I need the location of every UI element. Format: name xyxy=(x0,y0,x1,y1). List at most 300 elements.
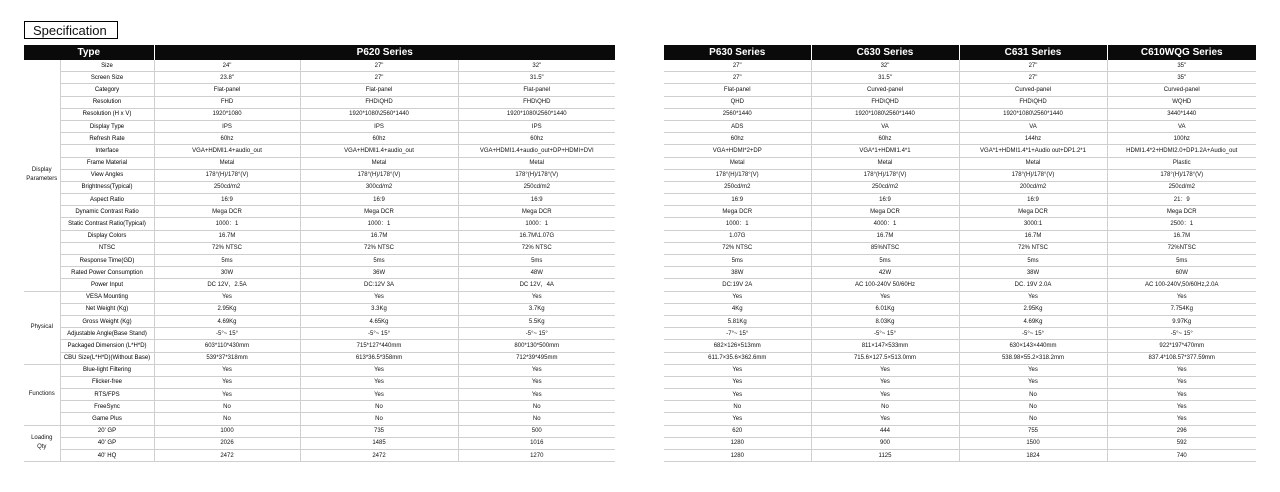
spec-cell: VGA*1+HDMI1.4*1+Audio out+DP1.2*1 xyxy=(959,145,1107,157)
spec-cell: 27" xyxy=(300,72,458,84)
spec-cell: Yes xyxy=(458,364,615,376)
spec-cell: Yes xyxy=(664,389,811,401)
spec-cell: Yes xyxy=(300,364,458,376)
param-label: VESA Mounting xyxy=(60,291,154,303)
spec-cell: 144hz xyxy=(959,133,1107,145)
spec-cell: 538.98×55.2×318.2mm xyxy=(959,352,1107,364)
spec-cell: 178°(H)/178°(V) xyxy=(664,169,811,181)
spec-cell: 16:9 xyxy=(664,194,811,206)
spec-cell: 38W xyxy=(959,267,1107,279)
header-c631-series: C631 Series xyxy=(959,45,1107,60)
spec-cell: 603*110*430mm xyxy=(154,340,300,352)
param-label: Packaged Dimension (L*H*D) xyxy=(60,340,154,352)
spec-cell: 24" xyxy=(154,60,300,72)
header-p630-series: P630 Series xyxy=(664,45,811,60)
spec-cell: VGA+HDMI1.4+audio_out+DP+HDMI+DVI xyxy=(458,145,615,157)
spec-cell: 60hz xyxy=(300,133,458,145)
param-label: Game Plus xyxy=(60,413,154,425)
spec-cell: Yes xyxy=(664,413,811,425)
param-label: FreeSync xyxy=(60,401,154,413)
table-row xyxy=(24,450,615,462)
spec-cell: Mega DCR xyxy=(458,206,615,218)
table-row xyxy=(664,72,1256,84)
spec-cell: VGA+HDMI*2+DP xyxy=(664,145,811,157)
table-row xyxy=(24,145,615,157)
spec-cell: -5°~ 15° xyxy=(154,328,300,340)
spec-cell: No xyxy=(458,413,615,425)
spec-cell: Yes xyxy=(811,389,959,401)
table-row xyxy=(664,401,1256,413)
param-label: Net Weight (Kg) xyxy=(60,303,154,315)
spec-cell: 9.97Kg xyxy=(1107,315,1256,327)
param-label: Static Contrast Ratio(Typical) xyxy=(60,218,154,230)
spec-cell: 1000：1 xyxy=(300,218,458,230)
table-row xyxy=(664,279,1256,291)
param-label: Frame Material xyxy=(60,157,154,169)
spec-cell: Mega DCR xyxy=(811,206,959,218)
param-label: Display Colors xyxy=(60,230,154,242)
spec-table-right xyxy=(664,45,1256,462)
spec-cell: 5ms xyxy=(959,255,1107,267)
spec-cell: FHD\QHD xyxy=(811,96,959,108)
param-label: Screen Size xyxy=(60,72,154,84)
table-row xyxy=(664,303,1256,315)
spec-cell: DC. 19V 2.0A xyxy=(959,279,1107,291)
spec-cell: Yes xyxy=(1107,413,1256,425)
spec-cell: 250cd/m2 xyxy=(664,181,811,193)
spec-cell: Yes xyxy=(811,291,959,303)
param-label: RTS/FPS xyxy=(60,389,154,401)
spec-cell: 60hz xyxy=(664,133,811,145)
spec-cell: 1920*1080\2560*1440 xyxy=(959,108,1107,120)
spec-cell: 837.4*108.57*377.59mm xyxy=(1107,352,1256,364)
spec-cell: Yes xyxy=(300,376,458,388)
spec-cell: 85%NTSC xyxy=(811,242,959,254)
spec-cell: 755 xyxy=(959,425,1107,437)
spec-cell: 539*37*318mm xyxy=(154,352,300,364)
param-label: CBU Size(L*H*D)(Without Base) xyxy=(60,352,154,364)
spec-cell: 500 xyxy=(458,425,615,437)
spec-cell: AC 100-240V 50/60Hz xyxy=(811,279,959,291)
spec-cell: 16:9 xyxy=(154,194,300,206)
spec-cell: 35" xyxy=(1107,72,1256,84)
spec-cell: 1280 xyxy=(664,437,811,449)
spec-cell: 2560*1440 xyxy=(664,108,811,120)
table-row xyxy=(664,157,1256,169)
spec-cell: 4000：1 xyxy=(811,218,959,230)
spec-cell: Mega DCR xyxy=(154,206,300,218)
spec-cell: Plastic xyxy=(1107,157,1256,169)
spec-cell: 1000 xyxy=(154,425,300,437)
spec-cell: 16.7M xyxy=(300,230,458,242)
spec-cell: 72% NTSC xyxy=(300,242,458,254)
header-p620-series: P620 Series xyxy=(154,45,615,60)
spec-cell: 60hz xyxy=(458,133,615,145)
table-row xyxy=(24,389,615,401)
spec-cell: 5ms xyxy=(154,255,300,267)
spec-cell: DC 12V，4A xyxy=(458,279,615,291)
spec-cell: 1280 xyxy=(664,450,811,462)
spec-cell: 2026 xyxy=(154,437,300,449)
param-label: Interface xyxy=(60,145,154,157)
spec-cell: FHD\QHD xyxy=(458,96,615,108)
spec-cell: 27" xyxy=(959,72,1107,84)
table-row xyxy=(664,437,1256,449)
table-row xyxy=(24,120,615,132)
spec-cell: VA xyxy=(959,120,1107,132)
spec-cell: -5°~ 15° xyxy=(811,328,959,340)
table-row xyxy=(24,218,615,230)
spec-cell: VA xyxy=(811,120,959,132)
spec-cell: 200cd/m2 xyxy=(959,181,1107,193)
group-label: Loading Qty xyxy=(24,425,60,462)
page-title: Specification xyxy=(24,21,118,39)
table-row xyxy=(24,291,615,303)
spec-cell: 21：9 xyxy=(1107,194,1256,206)
spec-cell: 715.6×127.5×513.0mm xyxy=(811,352,959,364)
table-row xyxy=(24,328,615,340)
spec-cell: HDMI1.4*2+HDMI2.0+DP1.2A+Audio_out xyxy=(1107,145,1256,157)
spec-cell: 16.7M\1.07G xyxy=(458,230,615,242)
spec-cell: No xyxy=(154,413,300,425)
spec-cell: VGA+HDMI1.4+audio_out xyxy=(300,145,458,157)
spec-cell: 3.7Kg xyxy=(458,303,615,315)
spec-cell: 5.5Kg xyxy=(458,315,615,327)
spec-cell: 613*36.5*358mm xyxy=(300,352,458,364)
table-row xyxy=(664,450,1256,462)
table-row xyxy=(24,425,615,437)
spec-cell: Curved-panel xyxy=(1107,84,1256,96)
table-row xyxy=(664,230,1256,242)
spec-cell: Flat-panel xyxy=(300,84,458,96)
spec-cell: 6.01Kg xyxy=(811,303,959,315)
spec-cell: 3000:1 xyxy=(959,218,1107,230)
spec-cell: No xyxy=(959,401,1107,413)
spec-cell: ADS xyxy=(664,120,811,132)
table-row xyxy=(664,145,1256,157)
param-label: Refresh Rate xyxy=(60,133,154,145)
spec-cell: Mega DCR xyxy=(1107,206,1256,218)
spec-cell: No xyxy=(811,401,959,413)
table-row xyxy=(664,267,1256,279)
spec-cell: 5ms xyxy=(811,255,959,267)
table-row xyxy=(24,72,615,84)
table-row xyxy=(24,364,615,376)
spec-cell: 1920*1080 xyxy=(154,108,300,120)
spec-cell: 682×126×513mm xyxy=(664,340,811,352)
table-row xyxy=(24,267,615,279)
table-row xyxy=(664,364,1256,376)
table-row xyxy=(24,84,615,96)
spec-cell: -5°~ 15° xyxy=(458,328,615,340)
spec-cell: 5ms xyxy=(1107,255,1256,267)
spec-cell: 5ms xyxy=(458,255,615,267)
spec-cell: 1920*1080\2560*1440 xyxy=(811,108,959,120)
spec-cell: WQHD xyxy=(1107,96,1256,108)
spec-cell: 36W xyxy=(300,267,458,279)
spec-cell: Metal xyxy=(664,157,811,169)
table-row xyxy=(24,255,615,267)
spec-cell: 735 xyxy=(300,425,458,437)
spec-cell: 72% NTSC xyxy=(664,242,811,254)
table-row xyxy=(664,206,1256,218)
spec-cell: 1000：1 xyxy=(458,218,615,230)
spec-cell: 250cd/m2 xyxy=(811,181,959,193)
spec-cell: 178°(H)/178°(V) xyxy=(154,169,300,181)
spec-cell: 5.81Kg xyxy=(664,315,811,327)
spec-cell: 1920*1080\2560*1440 xyxy=(300,108,458,120)
spec-cell: 42W xyxy=(811,267,959,279)
table-row xyxy=(664,413,1256,425)
spec-cell: QHD xyxy=(664,96,811,108)
spec-table-left xyxy=(24,45,615,462)
spec-cell: 1485 xyxy=(300,437,458,449)
spec-cell: 592 xyxy=(1107,437,1256,449)
spec-cell: Yes xyxy=(664,291,811,303)
spec-cell: Mega DCR xyxy=(664,206,811,218)
table-row xyxy=(24,340,615,352)
table-row xyxy=(664,291,1256,303)
spec-cell: Metal xyxy=(458,157,615,169)
param-label: 20' GP xyxy=(60,425,154,437)
param-label: Resolution (H x V) xyxy=(60,108,154,120)
spec-cell: No xyxy=(959,413,1107,425)
spec-cell: No xyxy=(458,401,615,413)
table-row xyxy=(24,169,615,181)
table-row xyxy=(664,352,1256,364)
spec-cell: 16:9 xyxy=(458,194,615,206)
spec-cell: 3.3Kg xyxy=(300,303,458,315)
spec-cell: 630×143×440mm xyxy=(959,340,1107,352)
group-label: Functions xyxy=(24,364,60,425)
spec-cell: Yes xyxy=(959,291,1107,303)
spec-cell: Mega DCR xyxy=(959,206,1107,218)
table-row xyxy=(24,230,615,242)
spec-cell: No xyxy=(959,389,1107,401)
param-label: Adjustable Angle(Base Stand) xyxy=(60,328,154,340)
spec-cell: 1824 xyxy=(959,450,1107,462)
spec-cell: 300cd/m2 xyxy=(300,181,458,193)
spec-cell: 27" xyxy=(664,60,811,72)
spec-cell: 5ms xyxy=(300,255,458,267)
spec-cell: FHD\QHD xyxy=(300,96,458,108)
spec-cell: Yes xyxy=(1107,389,1256,401)
param-label: NTSC xyxy=(60,242,154,254)
spec-cell: 2500：1 xyxy=(1107,218,1256,230)
table-row xyxy=(664,169,1256,181)
spec-cell: 30W xyxy=(154,267,300,279)
table-row xyxy=(664,218,1256,230)
spec-cell: 900 xyxy=(811,437,959,449)
spec-cell: FHD xyxy=(154,96,300,108)
spec-cell: 7.754Kg xyxy=(1107,303,1256,315)
spec-cell: DC:12V 3A xyxy=(300,279,458,291)
spec-cell: 250cd/m2 xyxy=(458,181,615,193)
table-row xyxy=(24,157,615,169)
spec-cell: 16.7M xyxy=(154,230,300,242)
spec-cell: 250cd/m2 xyxy=(154,181,300,193)
spec-cell: No xyxy=(300,401,458,413)
table-row xyxy=(24,437,615,449)
spec-cell: 60W xyxy=(1107,267,1256,279)
param-label: Aspect Ratio xyxy=(60,194,154,206)
spec-cell: 178°(H)/178°(V) xyxy=(959,169,1107,181)
spec-cell: 712*39*495mm xyxy=(458,352,615,364)
table-row xyxy=(664,255,1256,267)
spec-cell: DC:19V 2A xyxy=(664,279,811,291)
table-row xyxy=(24,96,615,108)
spec-cell: -7°~ 15° xyxy=(664,328,811,340)
spec-cell: 2472 xyxy=(300,450,458,462)
spec-cell: 1000：1 xyxy=(154,218,300,230)
spec-cell: 72% NTSC xyxy=(458,242,615,254)
spec-cell: VA xyxy=(1107,120,1256,132)
table-row xyxy=(24,401,615,413)
param-label: Gross Weight (Kg) xyxy=(60,315,154,327)
table-row xyxy=(664,376,1256,388)
spec-cell: 4.69Kg xyxy=(959,315,1107,327)
spec-cell: Yes xyxy=(959,376,1107,388)
spec-cell: 35" xyxy=(1107,60,1256,72)
spec-cell: 922*197*470mm xyxy=(1107,340,1256,352)
spec-cell: Yes xyxy=(811,413,959,425)
spec-cell: 296 xyxy=(1107,425,1256,437)
spec-cell: 23.8" xyxy=(154,72,300,84)
spec-cell: Yes xyxy=(959,364,1107,376)
spec-cell: VGA*1+HDMI1.4*1 xyxy=(811,145,959,157)
table-row xyxy=(24,181,615,193)
spec-cell: Metal xyxy=(811,157,959,169)
spec-cell: 3440*1440 xyxy=(1107,108,1256,120)
spec-cell: 31.5" xyxy=(458,72,615,84)
spec-cell: VGA+HDMI1.4+audio_out xyxy=(154,145,300,157)
table-row xyxy=(24,279,615,291)
spec-cell: 178°(H)/178°(V) xyxy=(811,169,959,181)
spec-cell: Metal xyxy=(154,157,300,169)
header-c630-series: C630 Series xyxy=(811,45,959,60)
spec-cell: No xyxy=(664,401,811,413)
group-label: Display Parameters xyxy=(24,60,60,291)
spec-cell: 811×147×533mm xyxy=(811,340,959,352)
param-label: Category xyxy=(60,84,154,96)
spec-cell: 740 xyxy=(1107,450,1256,462)
spec-cell: 444 xyxy=(811,425,959,437)
spec-cell: -5°~ 15° xyxy=(959,328,1107,340)
spec-cell: 27" xyxy=(959,60,1107,72)
spec-cell: Yes xyxy=(458,376,615,388)
spec-cell: Yes xyxy=(664,376,811,388)
table-row xyxy=(24,206,615,218)
spec-cell: 2.95Kg xyxy=(154,303,300,315)
table-row xyxy=(664,242,1256,254)
table-row xyxy=(664,133,1256,145)
spec-cell: Metal xyxy=(959,157,1107,169)
spec-cell: 620 xyxy=(664,425,811,437)
spec-cell: 16:9 xyxy=(959,194,1107,206)
spec-cell: 16:9 xyxy=(811,194,959,206)
table-row xyxy=(664,108,1256,120)
spec-cell: Curved-panel xyxy=(959,84,1107,96)
spec-cell: 1920*1080\2560*1440 xyxy=(458,108,615,120)
spec-cell: 16.7M xyxy=(1107,230,1256,242)
spec-cell: 100hz xyxy=(1107,133,1256,145)
spec-cell: IPS xyxy=(154,120,300,132)
param-label: 40' HQ xyxy=(60,450,154,462)
spec-cell: 1.07G xyxy=(664,230,811,242)
table-row xyxy=(664,96,1256,108)
spec-cell: 48W xyxy=(458,267,615,279)
spec-cell: Flat-panel xyxy=(458,84,615,96)
spec-cell: 1000：1 xyxy=(664,218,811,230)
header-type: Type xyxy=(24,45,154,60)
spec-cell: Yes xyxy=(1107,376,1256,388)
spec-cell: Yes xyxy=(458,291,615,303)
spec-cell: Metal xyxy=(300,157,458,169)
spec-cell: 1270 xyxy=(458,450,615,462)
spec-cell: DC 12V，2.5A xyxy=(154,279,300,291)
spec-cell: 611.7×35.6×362.6mm xyxy=(664,352,811,364)
spec-cell: 1016 xyxy=(458,437,615,449)
spec-cell: 1125 xyxy=(811,450,959,462)
spec-cell: Curved-panel xyxy=(811,84,959,96)
spec-cell: Yes xyxy=(154,291,300,303)
spec-cell: 178°(H)/178°(V) xyxy=(1107,169,1256,181)
spec-cell: 72% NTSC xyxy=(959,242,1107,254)
spec-cell: No xyxy=(300,413,458,425)
spec-cell: 2472 xyxy=(154,450,300,462)
param-label: Response Time(GD) xyxy=(60,255,154,267)
spec-cell: Yes xyxy=(1107,364,1256,376)
spec-cell: 38W xyxy=(664,267,811,279)
param-label: Flicker-free xyxy=(60,376,154,388)
spec-cell: -5°~ 15° xyxy=(1107,328,1256,340)
spec-cell: Flat-panel xyxy=(154,84,300,96)
spec-cell: IPS xyxy=(458,120,615,132)
spec-cell: IPS xyxy=(300,120,458,132)
spec-cell: 16.7M xyxy=(811,230,959,242)
spec-cell: 72% NTSC xyxy=(154,242,300,254)
spec-cell: Yes xyxy=(458,389,615,401)
spec-cell: 2.95Kg xyxy=(959,303,1107,315)
spec-cell: Yes xyxy=(664,364,811,376)
spec-cell: Yes xyxy=(154,364,300,376)
table-row xyxy=(664,181,1256,193)
group-label: Physical xyxy=(24,291,60,364)
spec-cell: Flat-panel xyxy=(664,84,811,96)
table-row xyxy=(664,315,1256,327)
header-c610wqg-series: C610WQG Series xyxy=(1107,45,1256,60)
spec-cell: 32" xyxy=(458,60,615,72)
spec-cell: 4Kg xyxy=(664,303,811,315)
spec-cell: FHD\QHD xyxy=(959,96,1107,108)
table-row xyxy=(24,376,615,388)
spec-cell: 31.5" xyxy=(811,72,959,84)
table-row xyxy=(24,242,615,254)
param-label: Resolution xyxy=(60,96,154,108)
param-label: Power Input xyxy=(60,279,154,291)
table-row xyxy=(664,340,1256,352)
spec-cell: 27" xyxy=(300,60,458,72)
param-label: Brightness(Typical) xyxy=(60,181,154,193)
table-row xyxy=(664,60,1256,72)
spec-cell: -5°~ 15° xyxy=(300,328,458,340)
spec-cell: Yes xyxy=(154,376,300,388)
spec-cell: Mega DCR xyxy=(300,206,458,218)
spec-cell: AC 100-240V,50/60Hz,2.0A xyxy=(1107,279,1256,291)
table-row xyxy=(24,315,615,327)
param-label: Dynamic Contrast Ratio xyxy=(60,206,154,218)
spec-cell: 72%NTSC xyxy=(1107,242,1256,254)
